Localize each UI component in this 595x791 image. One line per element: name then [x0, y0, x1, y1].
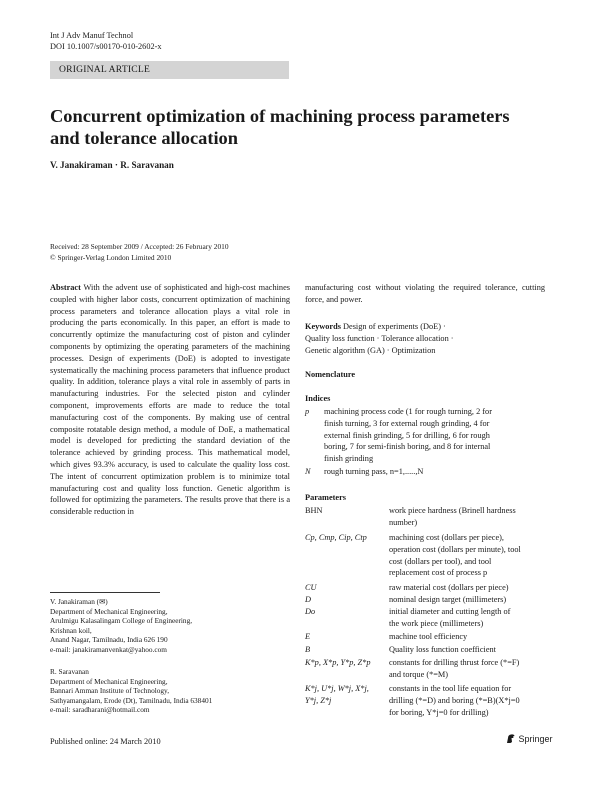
springer-logo — [505, 733, 553, 744]
index-symbol: p — [305, 407, 310, 416]
param-desc-line: operation cost (dollars per minute), tool — [389, 544, 521, 554]
param-entry — [305, 644, 550, 656]
param-symbol: D — [305, 595, 311, 604]
authors: V. Janakiraman · R. Saravanan — [50, 160, 174, 170]
email-link[interactable]: e-mail: saradharani@hotmail.com — [50, 705, 150, 714]
footnote-rule — [50, 592, 160, 593]
abstract-body: With the advent use of sophisticated and high-cost machines coupled with higher labor costs, concurrent optimization of machining process parameters and tolerance allocation plays a vital role in producing the parts economically. In this paper, an effort is made to concurrently optimize the manufacturing cost of piston and cylinder components by optimizing the operating parameters of the machining processes. Design of experiments (DoE) is adopted to investigate systematically the machining process parameters that influence product quality. In addition, tolerance plays a vital role in assembly of parts in manufacturing industries. For the selected piston and cylinder component, improvements efforts are made to reduce the total manufacturing cost of the components. By making use of central composite rotatable design method, a module of DoE, a mathematical model is developed for predicting the standard deviation of the tolerance achieved by grinding process. This mathematical model, which gives 93.3% accuracy, is used to calculate the quality loss cost. The intent of concurrent optimization problem is to minimize total manufacturing cost and quality loss function. Genetic algorithm is followed for optimizing the parameters. The results prove that there is a considerable reduction in — [50, 283, 290, 517]
affiliation-line: Arulmigu Kalasalingam College of Engineering, — [50, 616, 193, 625]
index-entry-n — [305, 466, 550, 478]
param-desc-line: work piece hardness (Brinell hardness — [389, 506, 516, 515]
param-entry — [305, 606, 550, 630]
received-accepted: Received: 28 September 2009 / Accepted: 26 February 2010 — [50, 242, 229, 251]
parameters-heading: Parameters — [305, 493, 346, 502]
param-entry — [305, 631, 550, 643]
copyright: © Springer-Verlag London Limited 2010 — [50, 252, 172, 262]
title-line-1: Concurrent optimization of machining process parameters — [50, 106, 510, 126]
affiliation-line: R. Saravanan — [50, 667, 89, 676]
abstract — [50, 282, 290, 518]
param-desc-line: and torque (*=M) — [389, 669, 449, 679]
index-desc-line: machining process code (1 for rough turning, 2 for — [324, 407, 492, 416]
affiliation-line: Department of Mechanical Engineering, — [50, 676, 168, 686]
keywords-line: Genetic algorithm (GA) · Optimization — [305, 345, 436, 355]
index-symbol: N — [305, 467, 311, 476]
affiliation-line: Department of Mechanical Engineering, — [50, 606, 168, 616]
param-symbol: Y*j, Z*j — [305, 696, 332, 705]
param-symbol: E — [305, 632, 311, 641]
article-dates — [50, 242, 229, 264]
nomenclature-heading: Nomenclature — [305, 370, 356, 379]
index-desc-line: external finish grinding, 5 for drilling, 6 for rough — [324, 430, 490, 440]
abstract-continuation — [305, 282, 545, 306]
param-symbol: B — [305, 645, 311, 654]
param-entry — [305, 594, 550, 606]
keywords — [305, 321, 550, 356]
springer-horse-icon — [505, 733, 516, 744]
abstract-continuation-text: manufacturing cost without violating the required tolerance, cutting force, and power. — [305, 283, 545, 304]
affiliation-2 — [50, 667, 300, 715]
indices-heading: Indices — [305, 394, 331, 403]
param-symbol: K*p, X*p, Y*p, Z*p — [305, 658, 371, 667]
param-entry — [305, 505, 550, 529]
param-entry — [305, 695, 550, 719]
param-desc-line: replacement cost of process p — [389, 568, 488, 578]
index-desc-line: boring, 7 for semi-finish boring, and 8 for internal — [324, 442, 491, 452]
param-desc-line: the work piece (millimeters) — [389, 618, 484, 628]
param-desc-line: cost (dollars per tool), and tool — [389, 556, 492, 566]
email-link[interactable]: e-mail: janakiramanvenkat@yahoo.com — [50, 644, 167, 654]
param-desc-line: initial diameter and cutting length of — [389, 607, 511, 616]
article-type-label: ORIGINAL ARTICLE — [59, 64, 150, 75]
published-online: Published online: 24 March 2010 — [50, 737, 161, 746]
param-desc-line: constants in the tool life equation for — [389, 684, 512, 693]
param-desc-line: nominal design target (millimeters) — [389, 595, 507, 604]
index-desc-line: rough turning pass, n=1,.....,N — [324, 467, 424, 476]
param-symbol: Do — [305, 607, 316, 616]
param-entry — [305, 532, 550, 580]
affiliation-line: Bannari Amman Institute of Technology, — [50, 686, 170, 695]
affiliation-1 — [50, 597, 300, 654]
keywords-line: Quality loss function · Tolerance allocation · — [305, 333, 454, 343]
affiliation-line: Sathyamangalam, Erode (Dt), Tamilnadu, India 638401 — [50, 695, 213, 705]
index-desc-line: finish grinding — [324, 454, 374, 464]
param-desc-line: constants for drilling thrust force (*=F) — [389, 658, 520, 667]
param-symbol: K*j, U*j, W*j, X*j, — [305, 684, 369, 693]
param-symbol: BHN — [305, 506, 323, 515]
affiliation-line: V. Janakiraman (✉) — [50, 597, 108, 606]
param-entry — [305, 657, 550, 681]
param-desc-line: machine tool efficiency — [389, 632, 468, 641]
param-symbol: CU — [305, 583, 317, 592]
param-desc-line: number) — [389, 517, 418, 527]
keywords-line: Design of experiments (DoE) · — [343, 322, 446, 331]
springer-wordmark: Springer — [518, 734, 553, 744]
affiliation-line: Krishnan koil, — [50, 625, 92, 635]
param-desc-line: drilling (*=D) and boring (*=B)(X*j=0 — [389, 696, 520, 705]
param-desc-line: machining cost (dollars per piece), — [389, 533, 504, 542]
title-line-2: and tolerance allocation — [50, 128, 238, 148]
doi[interactable]: DOI 10.1007/s00170-010-2602-x — [50, 42, 162, 51]
param-desc-line: raw material cost (dollars per piece) — [389, 583, 509, 592]
keywords-label: Keywords — [305, 322, 341, 331]
param-desc-line: for boring, Y*j=0 for drilling) — [389, 707, 489, 717]
abstract-label: Abstract — [50, 283, 81, 292]
param-symbol: Cp, Cmp, Cip, Ctp — [305, 533, 367, 542]
paper-title — [50, 105, 550, 149]
param-entry — [305, 582, 550, 594]
journal-name: Int J Adv Manuf Technol — [50, 31, 134, 40]
affiliation-line: Anand Nagar, Tamilnadu, India 626 190 — [50, 635, 168, 644]
index-entry-p — [305, 406, 550, 466]
article-type-bar — [50, 61, 289, 79]
param-desc-line: Quality loss function coefficient — [389, 645, 496, 654]
param-entry — [305, 683, 550, 695]
index-desc-line: finish turning, 3 for external rough grinding, 4 for — [324, 418, 490, 428]
